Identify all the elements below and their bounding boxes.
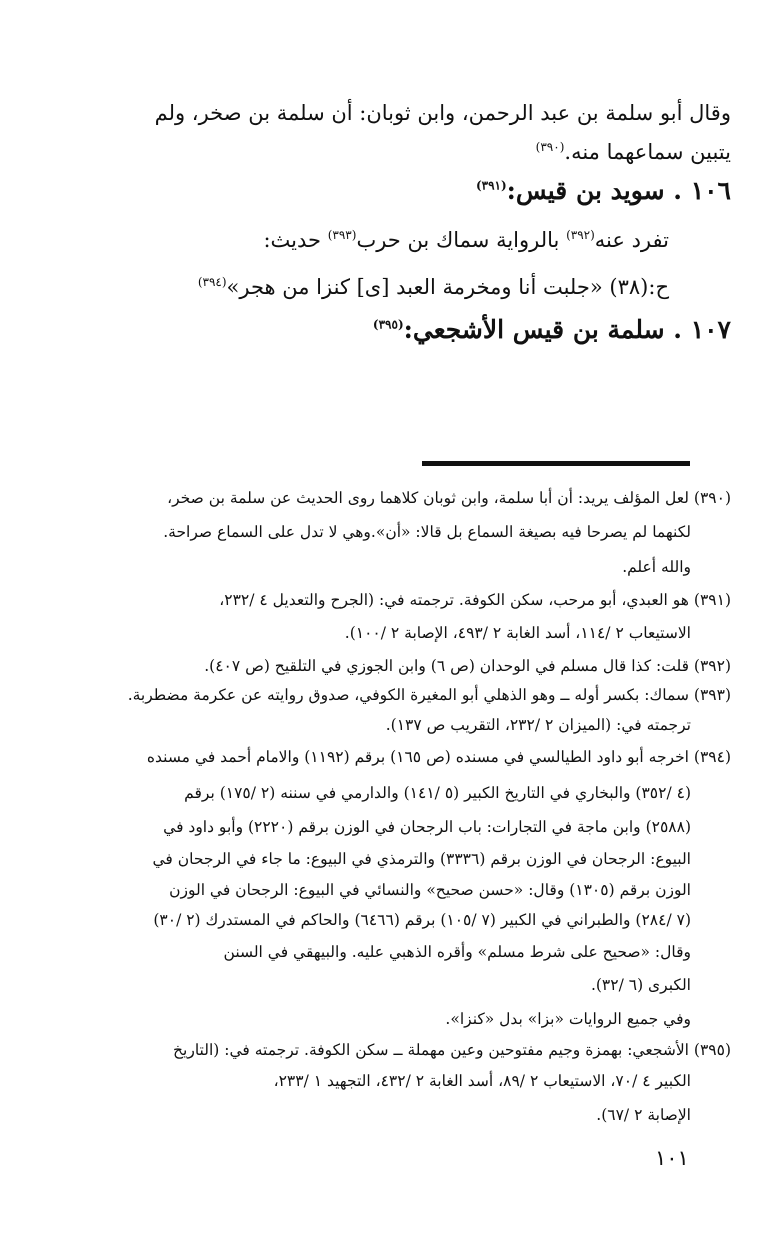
narration-line (263, 228, 669, 252)
entry-title: ١٠٧ . سلمة بن قيس الأشجعي: (403, 315, 731, 344)
paragraph-line-2 (536, 140, 731, 164)
footnote-394-line-2: (٤ /٣٥٢) والبخاري في التاريخ الكبير (٥ /١٤١) والدارمي في سننه (٢ /١٧٥) برقم (184, 784, 691, 802)
entry-title: ١٠٦ . سويد بن قيس: (506, 176, 731, 205)
narration-text-a: تفرد عنه (594, 228, 669, 252)
footnote-392-line-1: (٣٩٢) قلت: كذا قال مسلم في الوحدان (ص ٦) وابن الجوزي في التلقيح (ص ٤٠٧). (204, 657, 731, 675)
footnote-393-line-2: ترجمته في: (الميزان ٢ /٢٣٢، التقريب ص ١٣٧). (385, 716, 691, 734)
hadith-number: ح:(٣٨) (609, 275, 669, 299)
footnote-391-line-1: (٣٩١) هو العبدي، أبو مرحب، سكن الكوفة. ترجمته في: (الجرح والتعديل ٤ /٢٣٢، (219, 591, 731, 609)
footnote-390-line-3: والله أعلم. (622, 558, 691, 576)
footnote-394-line-9: وفي جميع الروايات «بزا» بدل «كنزا». (445, 1010, 691, 1028)
footnote-ref-393[interactable]: (٣٩٣) (327, 228, 357, 242)
footnote-ref-392[interactable]: (٣٩٢) (566, 228, 595, 242)
footnote-394-line-4: البيوع: الرجحان في الوزن برقم (٣٣٣٦) والترمذي في البيوع: ما جاء في الرجحان في (152, 850, 691, 868)
paragraph-text: يتبين سماعهما منه. (564, 140, 731, 164)
footnote-395-line-2: الكبير ٤ /٧٠، الاستيعاب ٢ /٨٩، أسد الغابة ٢ /٤٣٢، التجهيد ١ /٢٣٣، (273, 1072, 691, 1090)
footnote-391-line-2: الاستيعاب ٢ /١١٤، أسد الغابة ٢ /٤٩٣، الإصابة ٢ /١٠٠). (344, 624, 691, 642)
footnote-ref-391[interactable]: (٣٩١) (475, 178, 507, 193)
page-number: ١٠١ (655, 1146, 689, 1170)
footnote-394-line-3: (٢٥٨٨) وابن ماجة في التجارات: باب الرجحان في الوزن برقم (٢٢٢٠) وأبو داود في (163, 818, 691, 836)
hadith-line (198, 275, 669, 299)
footnote-ref-394[interactable]: (٣٩٤) (197, 275, 227, 289)
footnote-395-line-3: الإصابة ٢ /٦٧). (596, 1106, 691, 1124)
footnote-393-line-1: (٣٩٣) سماك: بكسر أوله ــ وهو الذهلي أبو المغيرة الكوفي، صدوق روايته عن عكرمة مضطربة. (127, 686, 731, 704)
footnote-390-line-1: (٣٩٠) لعل المؤلف يريد: أن أبا سلمة، وابن ثوبان كلاهما روى الحديث عن سلمة بن صخر، (167, 489, 731, 507)
footnote-ref-395[interactable]: (٣٩٥) (372, 317, 404, 332)
narration-text-c: حديث: (263, 228, 328, 252)
footnote-390-line-2: لكنهما لم يصرحا فيه بصيغة السماع بل قالا: «أن».وهي لا تدل على السماع صراحة. (163, 523, 691, 541)
footnote-ref-390[interactable]: (٣٩٠) (535, 140, 565, 154)
paragraph-line-1: وقال أبو سلمة بن عبد الرحمن، وابن ثوبان: أن سلمة بن صخر، ولم (154, 101, 731, 125)
footnote-394-line-5: الوزن برقم (١٣٠٥) وقال: «حسن صحيح» والنسائي في البيوع: الرجحان في الوزن (169, 881, 691, 899)
footnote-separator (422, 461, 690, 466)
footnote-395-line-1: (٣٩٥) الأشجعي: بهمزة وجيم مفتوحين وعين مهملة ــ سكن الكوفة. ترجمته في: (التاريخ (173, 1041, 731, 1059)
entry-heading-107 (373, 315, 731, 344)
entry-heading-106 (476, 176, 731, 205)
footnote-394-line-6: (٧ /٢٨٤) والطبراني في الكبير (٧ /١٠٥) برقم (٦٤٦٦) والحاكم في المستدرك (٢ /٣٠) (153, 911, 691, 929)
footnote-394-line-8: الكبرى (٦ /٣٢). (590, 976, 691, 994)
hadith-text: «جلبت أنا ومخرمة العبد [ى] كنزا من هجر» (226, 275, 610, 299)
footnote-394-line-1: (٣٩٤) اخرجه أبو داود الطيالسي في مسنده (ص ١٦٥) برقم (١١٩٢) والامام أحمد في مسنده (146, 748, 731, 766)
narration-text-b: بالرواية سماك بن حرب (356, 228, 567, 252)
footnote-394-line-7: وقال: «صحيح على شرط مسلم» وأقره الذهبي عليه. والبيهقي في السنن (223, 943, 691, 961)
